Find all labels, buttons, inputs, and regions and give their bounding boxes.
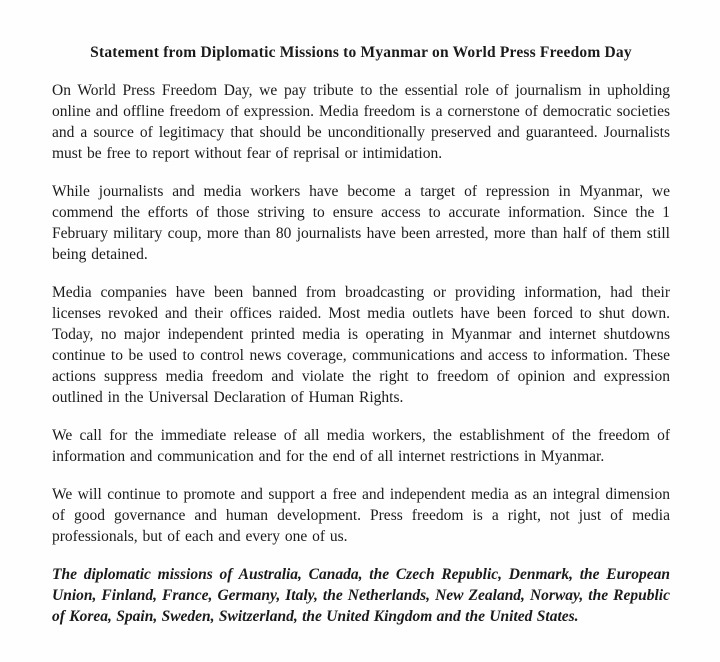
paragraph-4: We call for the immediate release of all media workers, the establishment of the freedom of information and communication and for the end of all internet restrictions in Myanmar. (52, 427, 670, 465)
paragraph-2: While journalists and media workers have become a target of repression in Myanmar, we commend the efforts of those striving to ensure access to accurate information. Since the 1 February military coup, more than 80 journalists have been arrested, more than half of them still being detained. (52, 183, 670, 263)
document-body (52, 80, 670, 627)
paragraph-1: On World Press Freedom Day, we pay tribute to the essential role of journalism in upholding online and offline freedom of expression. Media freedom is a cornerstone of democratic societies and a source of legitimacy that should be unconditionally preserved and guaranteed. Journalists must be free to report without fear of reprisal or intimidation. (52, 82, 670, 162)
signature-paragraph: The diplomatic missions of Australia, Canada, the Czech Republic, Denmark, the European Union, Finland, France, Germany, Italy, the Netherlands, New Zealand, Norway, the Republic of Korea, Spain, Sweden, Switzerland, the United Kingdom and the United States. (52, 566, 670, 625)
document-title: Statement from Diplomatic Missions to Myanmar on World Press Freedom Day (90, 44, 632, 61)
paragraph-3: Media companies have been banned from broadcasting or providing information, had their licenses revoked and their offices raided. Most media outlets have been forced to shut down. Today, no major independent printed media is operating in Myanmar and internet shutdowns continue to be used to control news coverage, communications and access to information. These actions suppress media freedom and violate the right to freedom of opinion and expression outlined in the Universal Declaration of Human Rights. (52, 284, 670, 406)
paragraph-5: We will continue to promote and support a free and independent media as an integral dimension of good governance and human development. Press freedom is a right, not just of media professionals, but of each and every one of us. (52, 486, 670, 545)
